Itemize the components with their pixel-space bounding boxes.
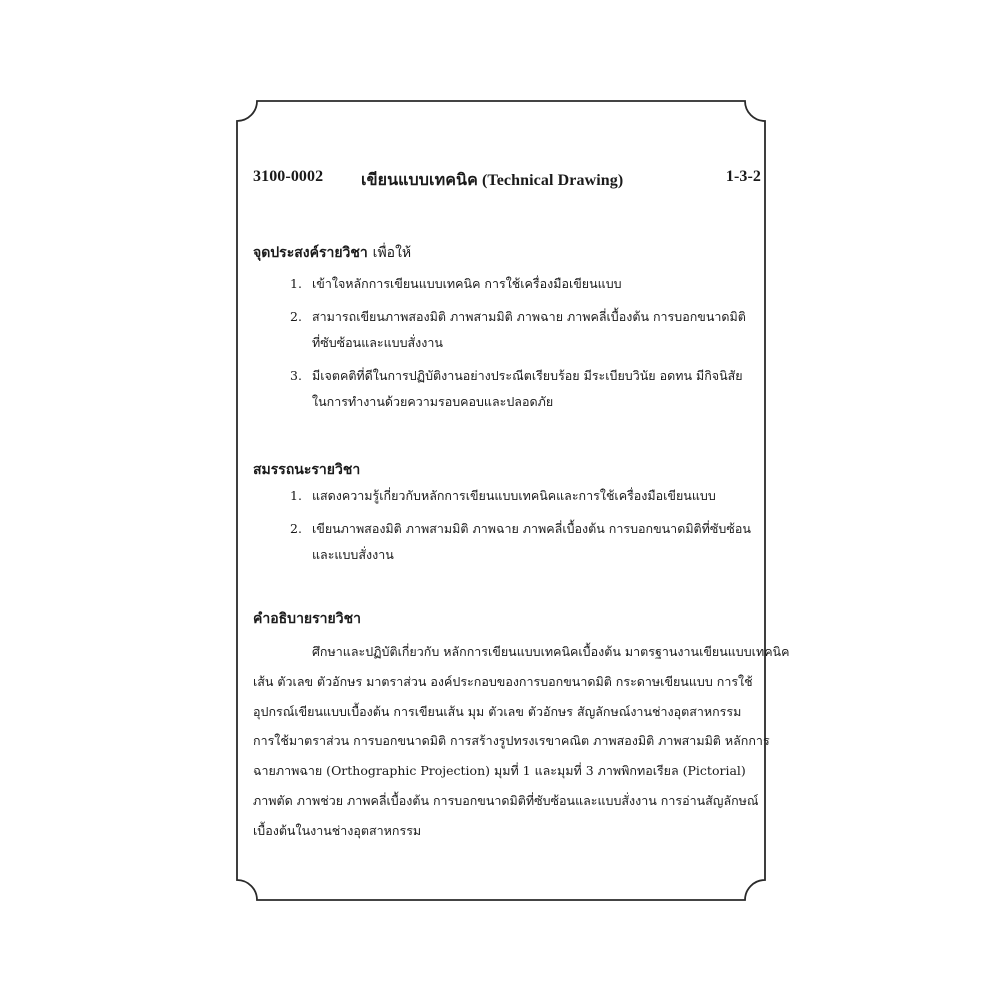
- description-body: [253, 637, 790, 846]
- list-number: 1.: [290, 488, 302, 503]
- competencies-list: [290, 483, 761, 575]
- description-line: เบื้องต้นในงานช่างอุตสาหกรรม: [253, 822, 422, 838]
- list-text-line: และแบบสั่งงาน: [312, 547, 394, 562]
- description-heading: [253, 608, 361, 630]
- course-header: [253, 168, 761, 194]
- course-code: 3100-0002: [253, 168, 324, 185]
- list-number: 1.: [290, 276, 302, 291]
- competencies-heading-text: สมรรถนะรายวิชา: [253, 462, 361, 478]
- objective-item-2: [290, 304, 761, 356]
- competencies-heading: [253, 459, 360, 481]
- list-number: 2.: [290, 521, 302, 536]
- document-content: [253, 0, 790, 1000]
- description-line: อุปกรณ์เขียนแบบเบื้องต้น การเขียนเส้น มุม ตัวเลข ตัวอักษร สัญลักษณ์งานช่างอุตสาหกรรม: [253, 703, 742, 719]
- course-title: เขียนแบบเทคนิค (Technical Drawing): [361, 172, 624, 189]
- list-number: 3.: [290, 368, 302, 383]
- objectives-heading: [253, 242, 411, 264]
- description-heading-text: คำอธิบายรายวิชา: [253, 611, 361, 627]
- list-text-line: เขียนภาพสองมิติ ภาพสามมิติ ภาพฉาย ภาพคลี่เบื้องต้น การบอกขนาดมิติที่ซับซ้อน: [312, 521, 751, 536]
- competency-item-1: [290, 483, 761, 509]
- objectives-list: [290, 271, 761, 422]
- competency-item-2: [290, 516, 761, 568]
- list-text-line: มีเจตคติที่ดีในการปฏิบัติงานอย่างประณีตเรียบร้อย มีระเบียบวินัย อดทน มีกิจนิสัย: [312, 368, 743, 383]
- list-text-line: เข้าใจหลักการเขียนแบบเทคนิค การใช้เครื่องมือเขียนแบบ: [312, 276, 622, 291]
- list-number: 2.: [290, 309, 302, 324]
- list-text-line: สามารถเขียนภาพสองมิติ ภาพสามมิติ ภาพฉาย ภาพคลี่เบื้องต้น การบอกขนาดมิติ: [312, 309, 746, 324]
- objectives-heading-text: จุดประสงค์รายวิชา: [253, 245, 368, 261]
- list-text-line: แสดงความรู้เกี่ยวกับหลักการเขียนแบบเทคนิคและการใช้เครื่องมือเขียนแบบ: [312, 488, 716, 503]
- description-line: ฉายภาพฉาย (Orthographic Projection) มุมที่ 1 และมุมที่ 3 ภาพพิกทอเรียล (Pictorial): [253, 763, 746, 779]
- description-line: การใช้มาตราส่วน การบอกขนาดมิติ การสร้างรูปทรงเรขาคณิต ภาพสองมิติ ภาพสามมิติ หลักการ: [253, 733, 770, 749]
- list-text-line: ในการทำงานด้วยความรอบคอบและปลอดภัย: [312, 394, 554, 409]
- description-line: ศึกษาและปฏิบัติเกี่ยวกับ หลักการเขียนแบบเทคนิคเบื้องต้น มาตรฐานงานเขียนแบบเทคนิค: [312, 644, 790, 659]
- objective-item-1: [290, 271, 761, 297]
- objective-item-3: [290, 363, 761, 415]
- objectives-heading-suffix: เพื่อให้: [372, 245, 412, 261]
- description-line: ภาพตัด ภาพช่วย ภาพคลี่เบื้องต้น การบอกขนาดมิติที่ซับซ้อนและแบบสั่งงาน การอ่านสัญลักษณ์: [253, 792, 759, 808]
- list-text-line: ที่ซับซ้อนและแบบสั่งงาน: [312, 335, 443, 350]
- description-line: เส้น ตัวเลข ตัวอักษร มาตราส่วน องค์ประกอบของการบอกขนาดมิติ กระดาษเขียนแบบ การใช้: [253, 673, 753, 689]
- course-credits: 1-3-2: [725, 168, 761, 185]
